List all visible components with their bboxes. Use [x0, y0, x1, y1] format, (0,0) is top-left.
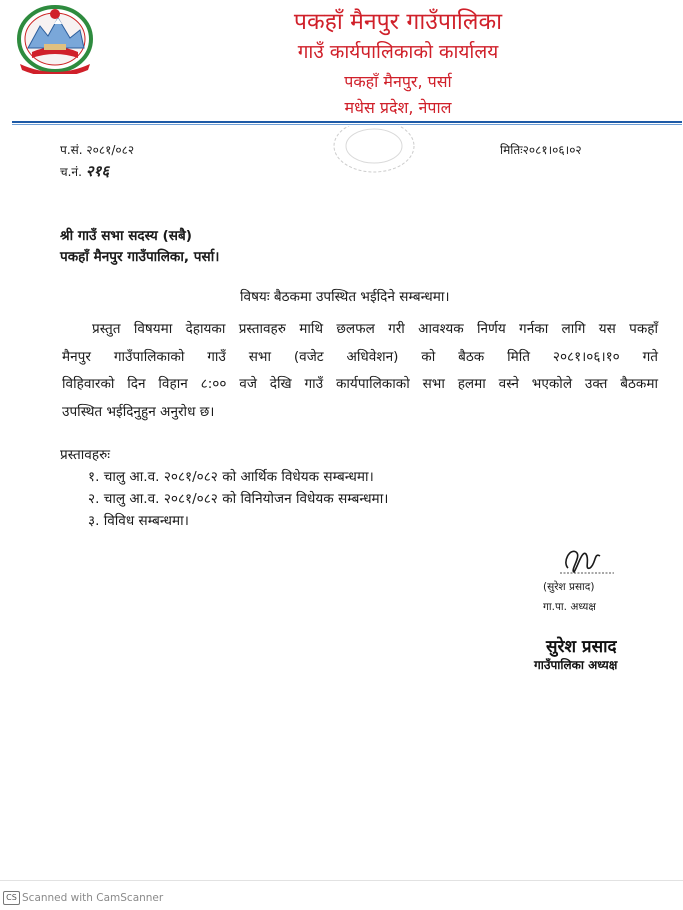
- body-line: विहिवारको दिन विहान ८:०० वजे देखि गाउँ कार्यपालिकाको सभा हलमा वस्ने भएकोले उक्त बैठकमा: [62, 376, 658, 392]
- camscanner-logo-icon: CS: [3, 891, 20, 905]
- proposal-item: २. चालु आ.व. २०८१/०८२ को विनियोजन विधेयक सम्बन्धमा।: [88, 491, 389, 507]
- page-edge: [0, 880, 683, 881]
- dispatch-number: [60, 161, 109, 181]
- subject-line: विषयः बैठकमा उपस्थित भईदिने सम्बन्धमा।: [240, 289, 450, 305]
- body-line: उपस्थित भईदिनुहुन अनुरोध छ।: [62, 403, 215, 420]
- office-subtitle: गाउँ कार्यपालिकाको कार्यालय: [297, 41, 499, 63]
- camscanner-watermark: Scanned with CamScanner: [22, 892, 164, 904]
- recipient-line-1: श्री गाउँ सभा सदस्य (सबै): [60, 228, 192, 244]
- body-paragraph: [62, 316, 658, 426]
- body-line: मैनपुर गाउँपालिकाको गाउँ सभा (वजेट अधिवेशन) को बैठक मिति २०८१।०६।१० गते: [62, 348, 658, 365]
- signatory-name: (सुरेश प्रसाद): [543, 581, 595, 593]
- proposals-heading: प्रस्तावहरुः: [60, 447, 110, 463]
- name-stamp: सुरेश प्रसाद: [546, 637, 617, 657]
- address-line-1: पकहाँ मैनपुर, पर्सा: [344, 72, 452, 91]
- handwritten-signature: [556, 542, 618, 578]
- address-line-2: मधेस प्रदेश, नेपाल: [344, 98, 452, 117]
- office-name: पकहाँ मैनपुर गाउँपालिका: [293, 9, 503, 35]
- dispatch-label: च.नं.: [60, 165, 82, 179]
- recipient-line-2: पकहाँ मैनपुर गाउँपालिका, पर्सा।: [60, 249, 220, 265]
- dispatch-number-handwritten: २१६: [85, 162, 110, 180]
- letter-date: मितिः२०८१।०६।०२: [500, 143, 582, 157]
- signatory-title: गा.पा. अध्यक्ष: [543, 601, 596, 613]
- proposal-item: ३. विविध सम्बन्धमा।: [88, 513, 189, 529]
- title-stamp: गाउँपालिका अध्यक्ष: [534, 658, 618, 672]
- proposal-item: १. चालु आ.व. २०८१/०८२ को आर्थिक विधेयक सम्बन्धमा।: [88, 469, 374, 485]
- office-seal-stamp: [326, 126, 422, 182]
- nepal-emblem-icon: [14, 2, 96, 74]
- reference-number: प.सं. २०८१/०८२: [60, 143, 135, 157]
- body-line: प्रस्तुत विषयमा देहायका प्रस्तावहरु माथि छलफल गरी आवश्यक निर्णय गर्नका लागि यस पकहाँ: [92, 321, 658, 337]
- header-rule: [12, 121, 682, 123]
- header-rule-thin: [12, 124, 682, 125]
